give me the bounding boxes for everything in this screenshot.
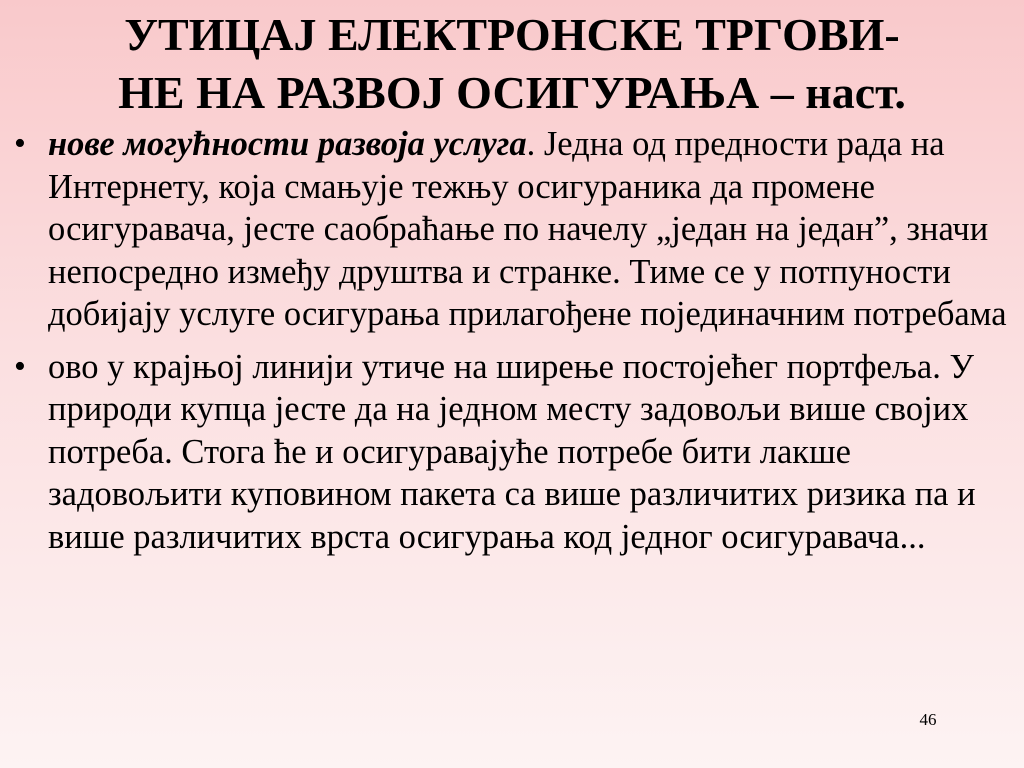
bullet-dot-icon: • xyxy=(14,125,26,162)
bullet-lead-text: нове могућности развоја услуга xyxy=(48,125,527,163)
bullet-item-portfolio-expansion xyxy=(0,346,1024,559)
bullet-body-text: ово у крајњој линији утиче на ширење постојећег портфеља. У природи купца јесте да на једном месту задовољи више својих потреба. Стога ће и осигуравајуће потребе бити лакше задовољити куповином пакета са више различитих ризика па и више различитих врста осигурања код једног осигуравача... xyxy=(48,347,976,556)
slide-title-line-2: НЕ НА РАЗВОЈ ОСИГУРАЊА – наст. xyxy=(118,67,906,118)
bullet-item-new-service-opportunities xyxy=(0,123,1024,336)
bullet-body-text: . Једна од предности рада на Интернету, која смањује тежњу осигураника да промене осигуравача, јесте саобраћање по начелу „један на један”, значи непосредно између друштва и странке. Тиме се у потпуности добијају услуге осигурања прилагођене појединачним потребама xyxy=(48,125,1007,333)
slide-title xyxy=(10,6,1014,122)
slide-title-line-1: УТИЦАЈ ЕЛЕКТРОНСКЕ ТРГОВИ- xyxy=(124,9,900,60)
bullet-dot-icon: • xyxy=(14,347,26,385)
page-number: 46 xyxy=(919,710,937,729)
bullet-list xyxy=(0,123,1024,568)
